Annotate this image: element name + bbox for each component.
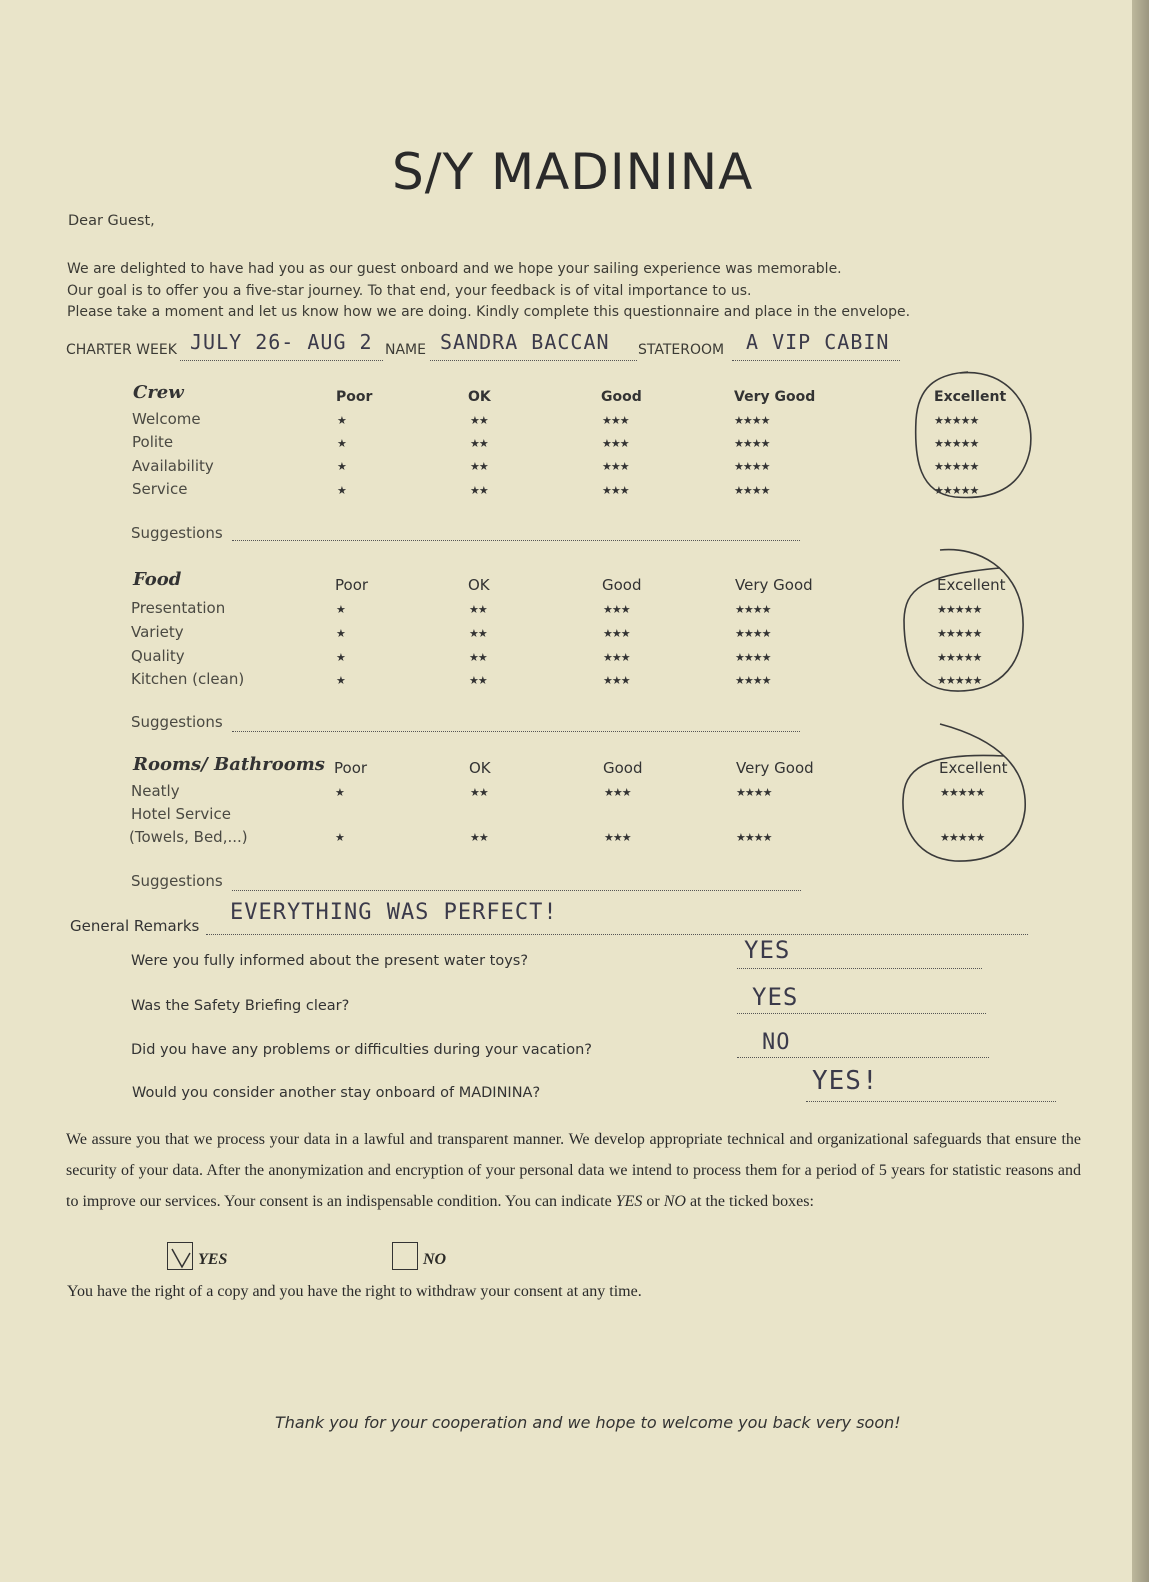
rating-ok[interactable]: ★★ bbox=[469, 627, 487, 640]
col-ok: OK bbox=[468, 576, 490, 594]
rating-good[interactable]: ★★★ bbox=[603, 674, 630, 687]
crew-item-polite: Polite bbox=[132, 433, 174, 451]
rooms-suggestions-label: Suggestions bbox=[131, 872, 223, 890]
col-ok: OK bbox=[469, 759, 491, 777]
legal-no: NO bbox=[663, 1193, 686, 1210]
rating-poor[interactable]: ★ bbox=[337, 414, 346, 427]
rating-poor[interactable]: ★ bbox=[337, 460, 346, 473]
rooms-item-hotel-service: Hotel Service bbox=[131, 805, 231, 823]
food-item-presentation: Presentation bbox=[131, 599, 226, 617]
rating-excellent[interactable]: ★★★★★ bbox=[934, 460, 979, 473]
col-poor: Poor bbox=[334, 759, 368, 777]
rating-excellent[interactable]: ★★★★★ bbox=[937, 674, 982, 687]
rating-good[interactable]: ★★★ bbox=[602, 437, 629, 450]
section-title-rooms: Rooms/ Bathrooms bbox=[133, 754, 325, 775]
rating-poor[interactable]: ★ bbox=[335, 786, 344, 799]
crew-suggestions-field[interactable] bbox=[232, 540, 800, 541]
rating-poor[interactable]: ★ bbox=[336, 627, 345, 640]
rating-ok[interactable]: ★★ bbox=[469, 674, 487, 687]
intro-line-1: We are delighted to have had you as our guest onboard and we hope your sailing experience was memorable. bbox=[67, 261, 842, 277]
col-good: Good bbox=[602, 576, 642, 594]
crew-item-service: Service bbox=[132, 480, 188, 498]
col-excellent: Excellent bbox=[937, 576, 1006, 594]
rating-very-good[interactable]: ★★★★ bbox=[734, 484, 770, 497]
closing-message: Thank you for your cooperation and we hope to welcome you back very soon! bbox=[275, 1413, 901, 1432]
col-very-good: Very Good bbox=[734, 389, 816, 405]
rating-poor[interactable]: ★ bbox=[336, 651, 345, 664]
name-field[interactable]: SANDRA BACCAN bbox=[440, 330, 610, 354]
question-water-toys: Were you fully informed about the present water toys? bbox=[131, 953, 529, 969]
rating-good[interactable]: ★★★ bbox=[603, 627, 630, 640]
greeting: Dear Guest, bbox=[68, 213, 155, 229]
rating-very-good[interactable]: ★★★★ bbox=[735, 627, 771, 640]
data-processing-notice bbox=[66, 1124, 1081, 1217]
data-processing-text: We assure you that we process your data in a lawful and transparent manner. We develop appropriate technical and organizational safeguards that ensure the security of your data. After the anonymization and encryption of your personal data we intend to process them for a period of 5 years for statistic reasons and to improve our services. Your consent is an indispensable condition. You can indicate bbox=[66, 1131, 1081, 1210]
rating-ok[interactable]: ★★ bbox=[470, 786, 488, 799]
rating-good[interactable]: ★★★ bbox=[602, 484, 629, 497]
col-very-good: Very Good bbox=[735, 576, 813, 594]
food-item-quality: Quality bbox=[131, 647, 185, 665]
answer-water-toys[interactable]: YES bbox=[744, 936, 791, 964]
question-another-stay: Would you consider another stay onboard of MADININA? bbox=[132, 1085, 541, 1101]
legal-or: or bbox=[646, 1193, 660, 1210]
stateroom-field[interactable]: A VIP CABIN bbox=[746, 330, 890, 354]
rating-good[interactable]: ★★★ bbox=[604, 786, 631, 799]
answer-problems[interactable]: NO bbox=[762, 1030, 791, 1055]
rating-excellent[interactable]: ★★★★★ bbox=[934, 437, 979, 450]
col-poor: Poor bbox=[335, 576, 369, 594]
rating-excellent[interactable]: ★★★★★ bbox=[937, 603, 982, 616]
rooms-suggestions-field[interactable] bbox=[232, 890, 801, 891]
rating-very-good[interactable]: ★★★★ bbox=[736, 831, 772, 844]
food-item-kitchen: Kitchen (clean) bbox=[131, 670, 245, 688]
rating-good[interactable]: ★★★ bbox=[602, 460, 629, 473]
rating-very-good[interactable]: ★★★★ bbox=[736, 786, 772, 799]
form-title: S/Y MADININA bbox=[392, 143, 754, 201]
col-good: Good bbox=[603, 759, 643, 777]
rating-poor[interactable]: ★ bbox=[336, 674, 345, 687]
question-safety-briefing: Was the Safety Briefing clear? bbox=[131, 998, 350, 1014]
rating-poor[interactable]: ★ bbox=[337, 437, 346, 450]
intro-line-2: Our goal is to offer you a five-star journey. To that end, your feedback is of vital importance to us. bbox=[67, 283, 752, 299]
rating-ok[interactable]: ★★ bbox=[470, 460, 488, 473]
legal-rest: at the ticked boxes: bbox=[689, 1193, 814, 1210]
col-poor: Poor bbox=[336, 389, 373, 405]
sheet-edge bbox=[1132, 0, 1149, 1582]
charter-week-field[interactable]: JULY 26- AUG 2 bbox=[190, 330, 373, 354]
checkmark-icon bbox=[168, 1243, 194, 1271]
rating-ok[interactable]: ★★ bbox=[470, 414, 488, 427]
consent-no-label: NO bbox=[423, 1251, 447, 1268]
rating-good[interactable]: ★★★ bbox=[602, 414, 629, 427]
rating-very-good[interactable]: ★★★★ bbox=[734, 414, 770, 427]
col-good: Good bbox=[601, 389, 642, 405]
rating-good[interactable]: ★★★ bbox=[603, 603, 630, 616]
col-excellent: Excellent bbox=[934, 389, 1007, 405]
rating-excellent[interactable]: ★★★★★ bbox=[940, 786, 985, 799]
answer-safety-briefing[interactable]: YES bbox=[752, 983, 799, 1011]
rating-ok[interactable]: ★★ bbox=[470, 484, 488, 497]
consent-no-checkbox[interactable] bbox=[392, 1242, 418, 1270]
section-title-crew: Crew bbox=[133, 382, 184, 403]
consent-yes-label: YES bbox=[198, 1251, 228, 1268]
section-title-food: Food bbox=[133, 569, 182, 590]
stateroom-label: STATEROOM bbox=[638, 342, 725, 358]
question-problems: Did you have any problems or difficulties during your vacation? bbox=[131, 1042, 592, 1058]
rating-excellent[interactable]: ★★★★★ bbox=[934, 414, 979, 427]
food-item-variety: Variety bbox=[131, 623, 184, 641]
rating-ok[interactable]: ★★ bbox=[469, 651, 487, 664]
rights-notice: You have the right of a copy and you have the right to withdraw your consent at any time. bbox=[67, 1283, 642, 1300]
rating-very-good[interactable]: ★★★★ bbox=[734, 437, 770, 450]
rating-ok[interactable]: ★★ bbox=[469, 603, 487, 616]
rating-excellent[interactable]: ★★★★★ bbox=[940, 831, 985, 844]
rating-poor[interactable]: ★ bbox=[336, 603, 345, 616]
food-suggestions-field[interactable] bbox=[232, 731, 800, 732]
rating-good[interactable]: ★★★ bbox=[604, 831, 631, 844]
rating-very-good[interactable]: ★★★★ bbox=[735, 674, 771, 687]
rating-excellent[interactable]: ★★★★★ bbox=[937, 627, 982, 640]
answer-another-stay[interactable]: YES! bbox=[812, 1066, 879, 1096]
rooms-item-neatly: Neatly bbox=[131, 782, 180, 800]
rating-poor[interactable]: ★ bbox=[337, 484, 346, 497]
col-ok: OK bbox=[468, 389, 491, 405]
rating-good[interactable]: ★★★ bbox=[603, 651, 630, 664]
rating-very-good[interactable]: ★★★★ bbox=[735, 603, 771, 616]
food-suggestions-label: Suggestions bbox=[131, 713, 223, 731]
rating-poor[interactable]: ★ bbox=[335, 831, 344, 844]
rating-ok[interactable]: ★★ bbox=[470, 437, 488, 450]
rating-ok[interactable]: ★★ bbox=[470, 831, 488, 844]
rating-very-good[interactable]: ★★★★ bbox=[734, 460, 770, 473]
general-remarks-field[interactable]: EVERYTHING WAS PERFECT! bbox=[230, 900, 558, 925]
rating-very-good[interactable]: ★★★★ bbox=[735, 651, 771, 664]
crew-item-welcome: Welcome bbox=[132, 410, 201, 428]
name-label: NAME bbox=[385, 342, 426, 358]
crew-item-availability: Availability bbox=[132, 457, 214, 475]
crew-suggestions-label: Suggestions bbox=[131, 524, 223, 542]
charter-week-label: CHARTER WEEK bbox=[66, 342, 177, 358]
rating-excellent[interactable]: ★★★★★ bbox=[937, 651, 982, 664]
rooms-item-towels-bed: (Towels, Bed,...) bbox=[129, 828, 248, 846]
rating-excellent[interactable]: ★★★★★ bbox=[934, 484, 979, 497]
consent-yes-checkbox[interactable] bbox=[167, 1242, 193, 1270]
legal-yes: YES bbox=[615, 1193, 643, 1210]
general-remarks-label: General Remarks bbox=[70, 917, 200, 935]
col-excellent: Excellent bbox=[939, 759, 1008, 777]
intro-line-3: Please take a moment and let us know how we are doing. Kindly complete this questionnaire and place in the envelope. bbox=[67, 304, 911, 320]
col-very-good: Very Good bbox=[736, 759, 814, 777]
